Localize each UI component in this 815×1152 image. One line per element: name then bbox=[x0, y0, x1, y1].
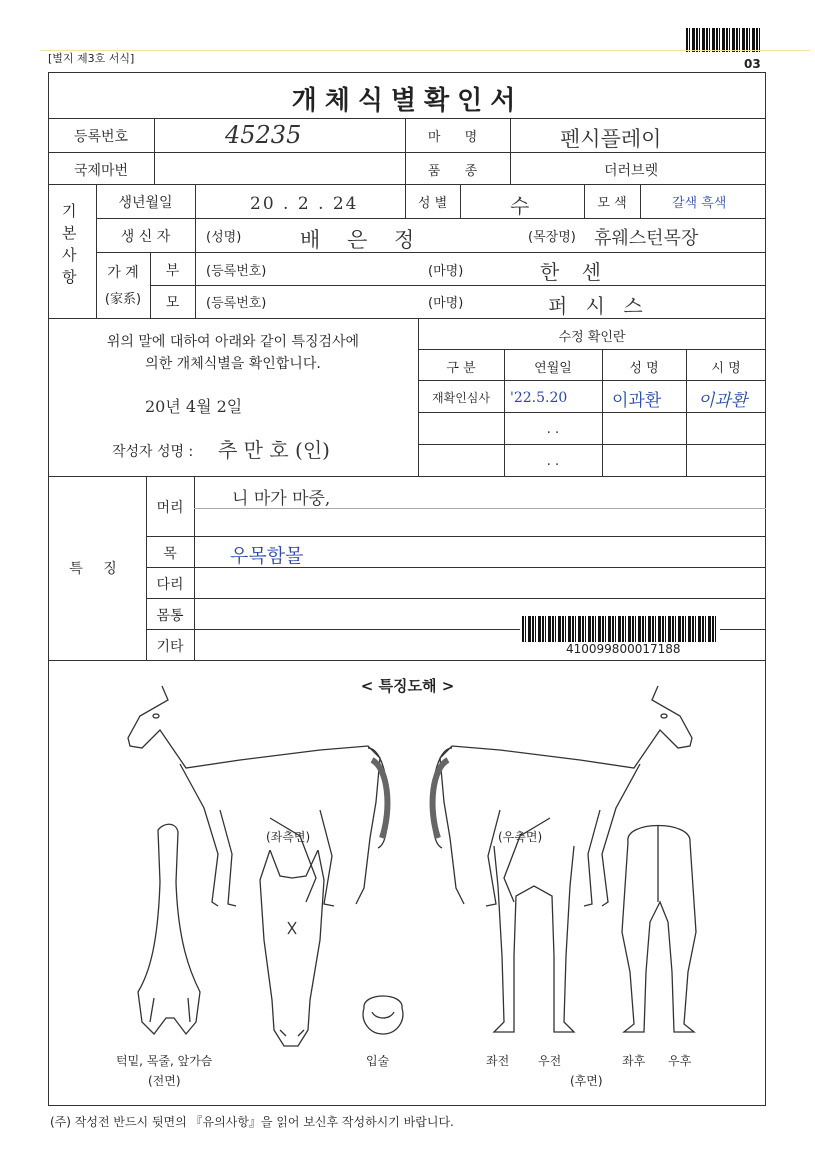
revision-title-rule bbox=[418, 349, 766, 350]
revision-row1-type: 재확인심사 bbox=[432, 391, 490, 405]
front-caption: 턱밑, 목줄, 앞가슴 bbox=[116, 1054, 213, 1068]
farm-sub-label: (목장명) bbox=[528, 230, 576, 245]
basic-row-1 bbox=[96, 218, 766, 219]
leg-label: 다리 bbox=[156, 577, 184, 593]
revision-col-type: 구 분 bbox=[446, 361, 476, 376]
left-front-label: 좌전 bbox=[486, 1054, 510, 1068]
lineage-hanja: (家系) bbox=[104, 292, 142, 307]
revision-row3-date: . . bbox=[546, 454, 560, 469]
confirm-bottom-rule bbox=[48, 476, 766, 477]
sex-value: 수 bbox=[510, 194, 530, 218]
barcode bbox=[522, 616, 716, 642]
etc-label: 기타 bbox=[156, 639, 184, 655]
revision-row2-date: . . bbox=[546, 422, 560, 437]
page-number: 03 bbox=[744, 57, 761, 71]
neck-label: 목 bbox=[163, 546, 177, 562]
top-rule bbox=[40, 50, 810, 51]
horse-name-label: 마 명 bbox=[427, 130, 488, 145]
right-side-label: (우측면) bbox=[498, 830, 543, 844]
reg-no-value: 45235 bbox=[225, 121, 302, 149]
basic-bottom-rule bbox=[48, 318, 766, 319]
birth-label: 생년월일 bbox=[118, 195, 173, 211]
confirm-date: 20년 4월 2일 bbox=[145, 397, 243, 416]
sire-name-sub-label: (마명) bbox=[428, 264, 464, 279]
revision-row1-sign: 이과환 bbox=[698, 391, 748, 411]
body-label: 몸통 bbox=[156, 608, 184, 624]
horse-front-neck-drawing bbox=[130, 822, 210, 1042]
reg-no-label: 등록번호 bbox=[73, 129, 129, 145]
reg-bottom-rule bbox=[48, 184, 766, 185]
right-front-label: 우전 bbox=[538, 1054, 562, 1068]
color-col-2 bbox=[640, 184, 641, 218]
lineage-label: 가 계 bbox=[107, 265, 139, 281]
right-hind-label: 우후 bbox=[668, 1054, 692, 1068]
sex-col-2 bbox=[460, 184, 461, 218]
diagram-title: < 특징도해 > bbox=[360, 677, 455, 695]
sex-label: 성 별 bbox=[417, 196, 448, 211]
basic-label-col bbox=[195, 184, 196, 318]
title-rule bbox=[48, 118, 766, 119]
confirm-statement-1: 위의 말에 대하여 아래와 같이 특징검사에 bbox=[106, 334, 360, 350]
breeder-label: 생 신 자 bbox=[120, 229, 171, 245]
breed-value: 더러브렛 bbox=[604, 163, 659, 179]
dam-name: 퍼 시 스 bbox=[548, 294, 649, 318]
farm-value: 휴웨스턴목장 bbox=[594, 228, 699, 249]
dam-label: 모 bbox=[165, 295, 180, 311]
footer-note: (주) 작성전 반드시 뒷면의 『유의사항』을 읽어 보신후 작성하시기 바랍니다. bbox=[50, 1115, 454, 1129]
reg-col-3 bbox=[510, 118, 511, 184]
barcode-number: 410099800017188 bbox=[566, 642, 681, 656]
birth-value: 20 . 2 . 24 bbox=[250, 194, 359, 214]
revision-row-1-rule bbox=[418, 412, 766, 413]
revision-row1-date: '22.5.20 bbox=[510, 390, 568, 406]
revision-title: 수정 확인란 bbox=[558, 330, 626, 345]
revision-col-sign: 시 명 bbox=[711, 361, 741, 376]
confirm-statement-2: 의한 개체식별을 확인합니다. bbox=[145, 356, 321, 372]
left-hind-label: 좌후 bbox=[622, 1054, 646, 1068]
sire-label: 부 bbox=[165, 263, 180, 279]
revision-header-rule bbox=[418, 380, 766, 381]
revision-row1-name: 이과환 bbox=[612, 391, 662, 411]
horse-hind-legs-drawing bbox=[614, 812, 704, 1040]
intl-name-label: 국제마번 bbox=[73, 163, 129, 179]
horse-head-front-drawing bbox=[252, 850, 336, 1050]
basic-row-2 bbox=[96, 252, 766, 253]
features-row-1 bbox=[146, 536, 766, 537]
front-view-label: (전면) bbox=[148, 1074, 181, 1088]
form-label: [별지 제3호 서식] bbox=[48, 52, 135, 65]
reg-col-1 bbox=[154, 118, 155, 184]
dam-name-sub-label: (마명) bbox=[428, 296, 464, 311]
rear-view-label: (후면) bbox=[570, 1074, 603, 1088]
breed-label: 품 종 bbox=[427, 164, 488, 179]
features-sub-col bbox=[194, 476, 195, 660]
writer-name: 추 만 호 (인) bbox=[218, 438, 330, 462]
head-label: 머리 bbox=[156, 500, 184, 516]
horse-name-value: 펜시플레이 bbox=[560, 127, 662, 151]
head-value: 니 마가 마중, bbox=[232, 489, 331, 509]
sire-reg-sub-label: (등록번호) bbox=[206, 264, 267, 279]
revision-col-date: 연월일 bbox=[534, 361, 572, 376]
neck-value: 우목함몰 bbox=[230, 545, 304, 567]
basic-row-3 bbox=[150, 285, 766, 286]
color-label: 모 색 bbox=[597, 196, 627, 211]
horse-front-legs-drawing bbox=[486, 846, 582, 1038]
top-barcode bbox=[686, 28, 762, 52]
features-bottom-rule bbox=[48, 660, 766, 661]
color-value: 갈색 흑색 bbox=[672, 196, 727, 211]
revision-col-name: 성 명 bbox=[629, 361, 659, 376]
breeder-name: 배 은 정 bbox=[300, 228, 425, 252]
sire-name: 한 센 bbox=[540, 260, 609, 284]
dam-reg-sub-label: (등록번호) bbox=[206, 296, 267, 311]
horse-lips-drawing bbox=[356, 988, 410, 1038]
revision-row-2-rule bbox=[418, 444, 766, 445]
basic-section-label: 기본사항 bbox=[62, 202, 77, 286]
document-title: 개체식별확인서 bbox=[291, 86, 524, 116]
writer-label: 작성자 성명 : bbox=[112, 444, 194, 460]
left-side-label: (좌측면) bbox=[266, 830, 311, 844]
features-row-3 bbox=[146, 598, 766, 599]
lips-label: 입술 bbox=[366, 1054, 390, 1068]
breeder-name-sub-label: (성명) bbox=[206, 230, 242, 245]
features-section-label: 특 징 bbox=[69, 561, 125, 577]
